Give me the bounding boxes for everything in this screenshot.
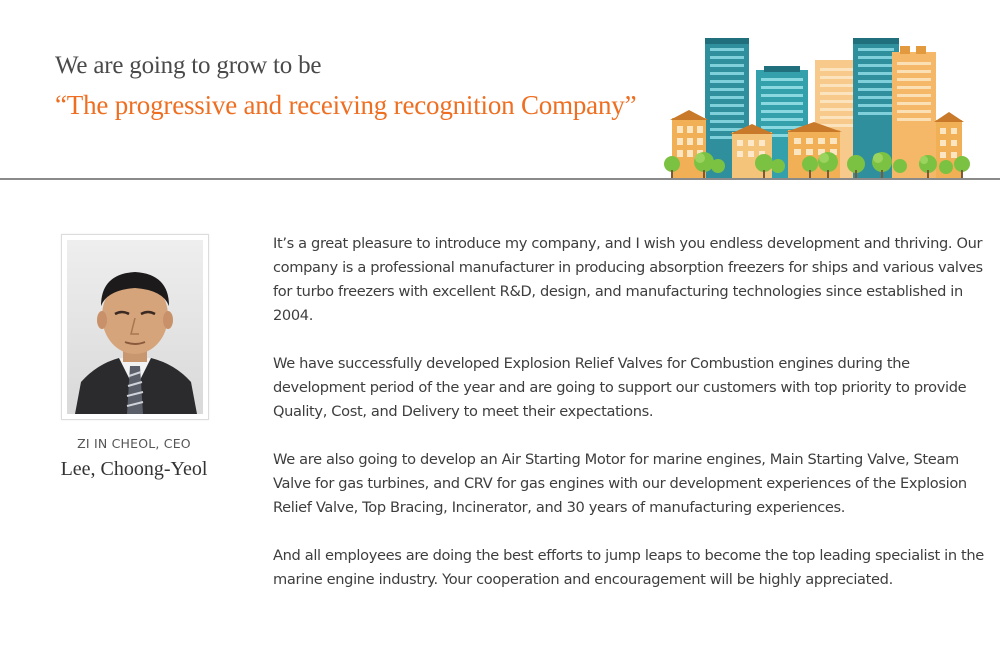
message-paragraph: It’s a great pleasure to introduce my company, and I wish you endless development and thriving. Our company is a professional manufacturer in producing absorption freezers for ships and various valves for turbo freezers with excellent R&D, design, and manufacturing technologies since established in 2004. xyxy=(273,235,983,324)
ceo-portrait-photo xyxy=(67,240,203,414)
message-paragraph: We are also going to develop an Air Starting Motor for marine engines, Main Starting Valve, Steam Valve for gas turbines, and CRV for gas engines with our development experiences of the Explosion Relief Valve, Top Bracing, Incinerator, and 30 years of manufacturing experiences. xyxy=(273,451,967,516)
message-paragraph: We have successfully developed Explosion Relief Valves for Combustion engines during the development period of the year and are going to support our customers with top priority to provide Quality, Cost, and Delivery to meet their expectations. xyxy=(273,355,967,420)
headline: “The progressive and receiving recognition Company” xyxy=(55,90,637,120)
tagline: We are going to grow to be xyxy=(55,52,322,79)
city-buildings-illustration xyxy=(660,30,975,180)
message-paragraph: And all employees are doing the best efforts to jump leaps to become the top leading specialist in the marine engine industry. Your cooperation and encouragement will be highly appreciated. xyxy=(273,547,984,588)
ceo-name: Lee, Choong-Yeol xyxy=(60,458,208,480)
header-divider xyxy=(0,178,1000,180)
ceo-message xyxy=(273,232,988,616)
page-header xyxy=(0,0,1000,180)
ceo-title: ZI IN CHEOL, CEO xyxy=(77,436,191,451)
ceo-photo-frame xyxy=(61,234,209,420)
